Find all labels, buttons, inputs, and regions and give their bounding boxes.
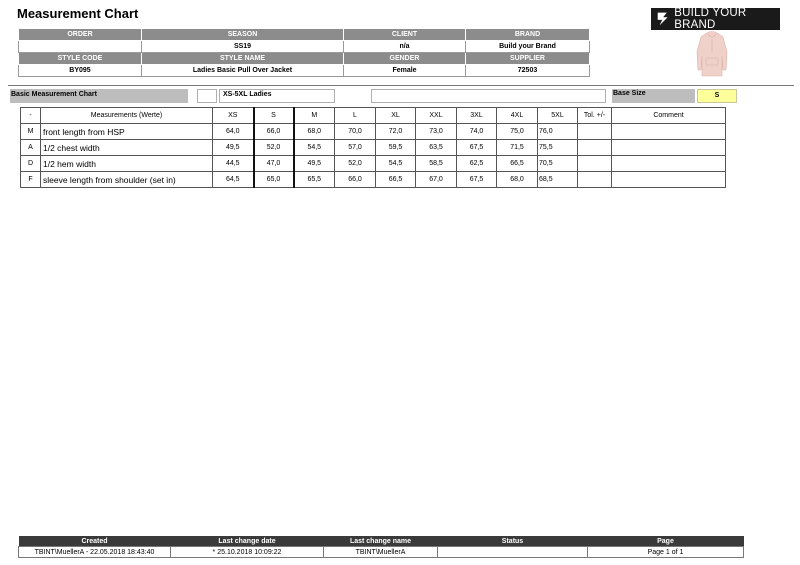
row-description: sleeve length from shoulder (set in) [41, 172, 213, 188]
value-s: 52,0 [254, 140, 294, 156]
size-xxl-header: XXL [416, 108, 457, 124]
code-column-header: - [21, 108, 41, 124]
supplier-value: 72503 [466, 65, 590, 77]
value-xl: 66,5 [376, 172, 416, 188]
table-row [21, 140, 726, 156]
size-3xl-header: 3XL [457, 108, 497, 124]
client-label: CLIENT [344, 29, 466, 41]
last-change-date-value: * 25.10.2018 10:09:22 [171, 547, 324, 558]
last-change-name-value: TBINT\MuellerA [324, 547, 438, 558]
value-s: 65,0 [254, 172, 294, 188]
value-l: 52,0 [335, 156, 376, 172]
value-4xl: 68,0 [497, 172, 538, 188]
footer-table [18, 536, 744, 558]
value-5xl: 75,5 [538, 140, 578, 156]
value-xxl: 63,5 [416, 140, 457, 156]
value-5xl: 68,5 [538, 172, 578, 188]
style-name-value: Ladies Basic Pull Over Jacket [142, 65, 344, 77]
value-s: 66,0 [254, 124, 294, 140]
season-value: SS19 [142, 41, 344, 53]
row-code: F [21, 172, 41, 188]
tolerance-column-header: Tol. +/- [578, 108, 612, 124]
page-number: Page 1 of 1 [588, 547, 744, 558]
value-3xl: 74,0 [457, 124, 497, 140]
value-xl: 54,5 [376, 156, 416, 172]
value-xs: 49,5 [213, 140, 254, 156]
size-5xl-header: 5XL [538, 108, 578, 124]
value-m: 54,5 [294, 140, 335, 156]
header-divider [8, 85, 794, 86]
size-4xl-header: 4XL [497, 108, 538, 124]
size-xs-header: XS [213, 108, 254, 124]
brand-logo-text: BUILD YOUR BRAND [674, 7, 747, 31]
base-size-label: Base Size [612, 89, 695, 103]
value-m: 49,5 [294, 156, 335, 172]
value-4xl: 66,5 [497, 156, 538, 172]
value-xs: 64,5 [213, 172, 254, 188]
size-range-field: XS-5XL Ladies [219, 89, 335, 103]
row-description: front length from HSP [41, 124, 213, 140]
gender-value: Female [344, 65, 466, 77]
style-name-label: STYLE NAME [142, 53, 344, 65]
value-5xl: 76,0 [538, 124, 578, 140]
value-m: 68,0 [294, 124, 335, 140]
order-value [19, 41, 142, 53]
value-comment [612, 140, 726, 156]
value-m: 65,5 [294, 172, 335, 188]
value-comment [612, 172, 726, 188]
notes-field [371, 89, 606, 103]
measurement-column-header: Measurements (Werte) [41, 108, 213, 124]
value-4xl: 75,0 [497, 124, 538, 140]
table-header-row [21, 108, 726, 124]
value-l: 57,0 [335, 140, 376, 156]
style-code-label: STYLE CODE [19, 53, 142, 65]
size-s-header: S [254, 108, 294, 124]
measurement-table [20, 107, 726, 188]
value-xxl: 73,0 [416, 124, 457, 140]
page-title: Measurement Chart [17, 6, 139, 21]
status-value [438, 547, 588, 558]
row-code: M [21, 124, 41, 140]
style-code-value: BY095 [19, 65, 142, 77]
value-s: 47,0 [254, 156, 294, 172]
client-value: n/a [344, 41, 466, 53]
value-xl: 59,5 [376, 140, 416, 156]
size-xl-header: XL [376, 108, 416, 124]
value-tolerance [578, 156, 612, 172]
row-code: D [21, 156, 41, 172]
blank-field [197, 89, 217, 103]
value-comment [612, 156, 726, 172]
value-5xl: 70,5 [538, 156, 578, 172]
supplier-label: SUPPLIER [466, 53, 590, 65]
brand-logo [651, 8, 780, 30]
table-row [21, 172, 726, 188]
table-row [21, 124, 726, 140]
base-size-value: S [697, 89, 737, 103]
header-info-table [18, 28, 590, 77]
value-4xl: 71,5 [497, 140, 538, 156]
status-label: Status [438, 536, 588, 547]
value-xxl: 58,5 [416, 156, 457, 172]
value-tolerance [578, 124, 612, 140]
build-your-brand-mark-icon [655, 10, 671, 28]
table-row [21, 156, 726, 172]
row-description: 1/2 chest width [41, 140, 213, 156]
created-value: TBINT\MuellerA - 22.05.2018 18:43:40 [19, 547, 171, 558]
value-l: 70,0 [335, 124, 376, 140]
value-tolerance [578, 140, 612, 156]
value-3xl: 62,5 [457, 156, 497, 172]
value-3xl: 67,5 [457, 172, 497, 188]
season-label: SEASON [142, 29, 344, 41]
comment-column-header: Comment [612, 108, 726, 124]
row-code: A [21, 140, 41, 156]
value-comment [612, 124, 726, 140]
row-description: 1/2 hem width [41, 156, 213, 172]
value-3xl: 67,5 [457, 140, 497, 156]
order-label: ORDER [19, 29, 142, 41]
value-xs: 64,0 [213, 124, 254, 140]
size-l-header: L [335, 108, 376, 124]
pullover-jacket-image-icon [693, 30, 731, 80]
created-label: Created [19, 536, 171, 547]
page-label: Page [588, 536, 744, 547]
last-change-date-label: Last change date [171, 536, 324, 547]
value-tolerance [578, 172, 612, 188]
brand-value: Build your Brand [466, 41, 590, 53]
value-xxl: 67,0 [416, 172, 457, 188]
value-l: 66,0 [335, 172, 376, 188]
value-xs: 44,5 [213, 156, 254, 172]
value-xl: 72,0 [376, 124, 416, 140]
brand-label: BRAND [466, 29, 590, 41]
last-change-name-label: Last change name [324, 536, 438, 547]
size-m-header: M [294, 108, 335, 124]
gender-label: GENDER [344, 53, 466, 65]
basic-measurement-label: Basic Measurement Chart [10, 89, 188, 103]
